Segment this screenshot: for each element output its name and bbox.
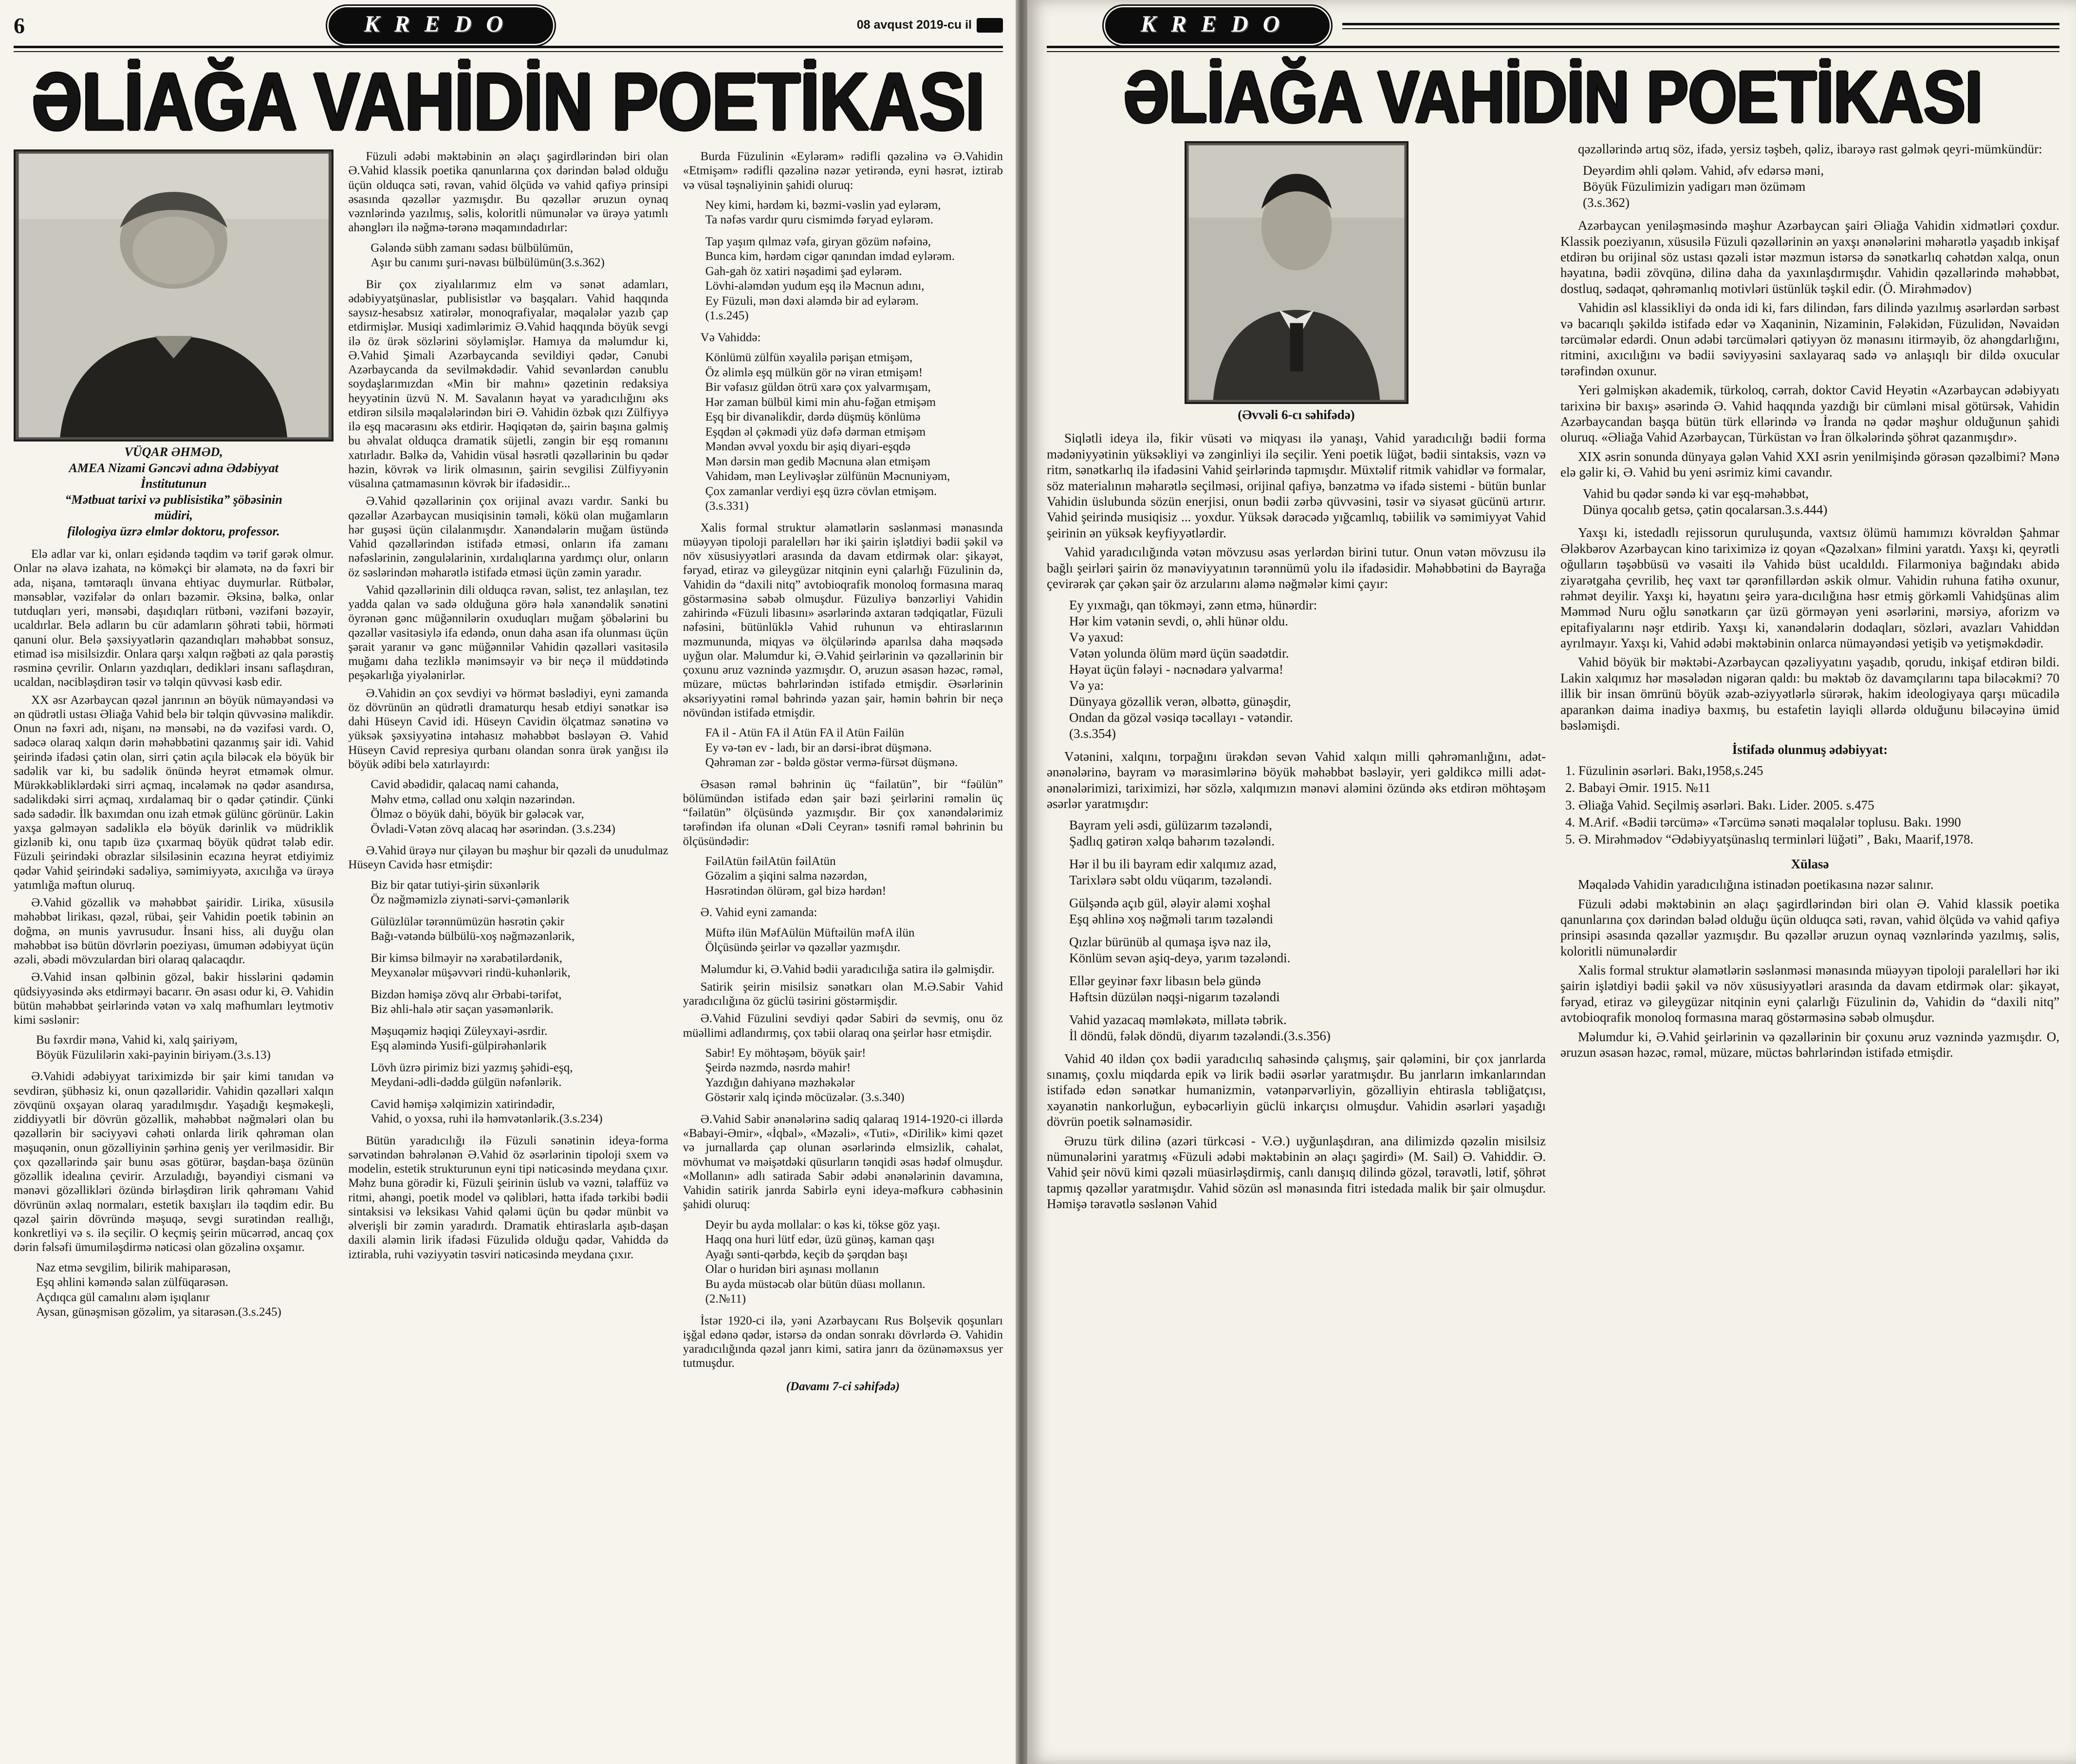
reference-item: 2. Babayi Əmir. 1915. №11: [1565, 780, 1711, 795]
verse-line: Öz əlimlə eşq mülkün gör nə viran etmişəm!: [705, 366, 923, 379]
reference-item: 1. Füzulinin əsərləri. Bakı,1958,s.245: [1565, 763, 1763, 778]
verse-line: Gah-gah öz xatiri nəşadimi şad eylərəm.: [705, 264, 902, 278]
verse-line: Açdıqca gül camalını aləm işıqlanır: [36, 1290, 210, 1304]
paragraph: Bir çox ziyalılarımız elm və sənət adamları, ədəbiyyatşünaslar, publisistlər və başqaları. Vahid haqqında saysız-hesabsız xatirələr, monoqrafiyalar, məqalələr yazıb çap etdirmişlər. Musiqi xadimlərimiz Ə.Vahid haqqında böyük sevgi ilə öz ürək sözlərini söyləmişlər. Hamıya da məlumdur ki, Ə.Vahid Şimali Azərbaycanda sevildiyi qədər, Cənubi Azərbaycanda da sevilməkdədir. Vahid sevənlərdən cənublu soydaşlarımızdan «Min bir mahnı» qəzetinin redaksiya heyyətinin üzvü N. M. Savalanın həyat və yaradıcılığını əks etdirən silsilə məqalələrindən biri Ə. Vahidin özbək qızı Zülfiyyə ilə eşq macərasını əks etdirir. Həqiqətən də, şairin başına gəlmiş bu əhvalat olduqca dramatik süjetli, zəngin bir eşq romanını xatırladır. Bəlkə də, Vahidin vüsal həsrətli qəzəllərinin bu qədər həzin, kövrək və lirik olmasının, şairin sevgilisi Zülfiyyənin vüsalına çatmamasının kövrək bir ifadəsidir...: [348, 277, 668, 490]
paragraph: Vahidin əsl klassikliyi də onda idi ki, fars dilindən, fars dilində yazılmış əsərlərdən sərbəst və bacarıqlı şəkildə istifadə edər və Xaqaninin, Nizaminin, Fələkidən, Füzulidən, Nəvaidən tərcümələr edərdi. Onun ədəbi tərcümələri qətiyyən öz mənasını itirməyib, öz ahəngdarlığını, ritmini, axıcılığını və bədii səviyyəsini saxlayaraq sadə və anlaşıqlı bir dildə oxucular tərəfindən oxunur.: [1560, 300, 2059, 378]
verse-line: Biz əhli-halə ətir saçan yasəmənlərik.: [371, 1003, 554, 1016]
verse: [1583, 486, 2059, 518]
column-1: [1047, 141, 1546, 1747]
column-1-text: [14, 547, 334, 1320]
verse-line: Ta nəfəs vardır quru cismimdə fəryad eylərəm.: [705, 213, 933, 227]
caption-line: “Mətbuat tarixi və publisistika” şöbəsinin: [65, 492, 282, 507]
verse-line: Hər il bu ili bayram edir xalqımız azad,: [1069, 857, 1277, 872]
verse-line: İl döndü, fələk döndü, diyarım təzələndi.(3.s.356): [1069, 1028, 1331, 1043]
verse-line: Könlüm sevən aşiq-deyə, yarım təzələndi.: [1069, 950, 1291, 965]
verse-line: Eşqdən əl çəkmədi yüz dəfə dərman etmişəm: [705, 425, 926, 439]
page-7-columns: [1047, 141, 2059, 1747]
verse-line: Həsrətindən ölürəm, gəl bizə hərdən!: [705, 884, 887, 898]
verse-line: Vahid yazacaq məmləkətə, millətə təbrik.: [1069, 1012, 1287, 1027]
continuation-note: (Davamı 7-ci səhifədə): [786, 1379, 900, 1393]
paragraph: Xalis formal struktur əlamətlərin səslənməsi mənasında müəyyən tipoloji paralelləri hər iki şairin işlətdiyi bədii şəkil və növ xüsusiyyətləri arasında da davam etdirmək olar: şikayət, fəryad, etiraz və gileygüzar nitqinin eyni çalarlığı Füzulinin də, Vahidin də “daxili nitq” avtobioqrafik monoloq formasına maraq göstərməsinə səbəb olmuşdur.: [1560, 963, 2059, 1025]
verse-line: Olar o huridən biri aşınası mollanın: [705, 1263, 879, 1276]
verse: [371, 915, 668, 944]
page-gutter: [1016, 0, 1027, 1764]
paragraph: XX əsr Azərbaycan qəzəl janrının ən böyük nümayəndəsi və ən qüdrətli ustası Əliağa Vahid belə bir təlqin qüvvəsinə malikdir. Onun nə fəxri adı, nişanı, nə mənsəbi, nə də vəzifəsi vardı. O, sadəcə olaraq xalqın dərin məhəbbətini qazanmış şair idi. Vahid şeirində ifadəsi çətin olan, sirri çətin açıla biləcək elə böyük bir sadəlik var ki, bu sadəlik önündə heyrət etməmək olmur. Mürəkkəbliklərdəki sirri açmaq, incələmək nə qədər asandırsa, sadəlikdəki sirri açmaq, xırdalamaq bir o qədər çətindir. Çünki sadə sadədir. İlk baxımdan onu izah etmək gülünc görünür. Lakin yaxşa gəlməyən sadəliklə elə böyük dərinlik və müdriklik gizlənib ki, onu tapıb üzə çıxarmaq böyük qüdrət tələb edir. Füzuli şeirindəki obrazlar silsiləsinin ecazına heyrət etdiyimiz qədər Vahid şeirindəki sadəliyə, səmimiyyətə, axıcılığa və ürəyə yatımlığa məftun oluruq.: [14, 693, 334, 892]
caption-line: VÜQAR ƏHMƏD,: [124, 445, 223, 459]
verse-line: Ey Füzuli, mən dəxi aləmdə bir ad eylərəm.: [705, 294, 919, 308]
paragraph: Vahid 40 ildən çox bədii yaradıcılıq sahəsində çalışmış, şair qələmini, bir çox janrlarda sınamış, çoxlu miqdarda epik və lirik bədii əsərlər yaratmışdır. Bu janrların imkanlarından istifadə edən sənətkar humanizmin, vətənpərvərliyin, gözəlliyin ehtirasla təbliğatçısı, xəyanətin nankorluğun, eybəcərliyin güclü inkarçısı olmuşdur. Vahidin əsərləri yaşadığı dövrün poetik səlnaməsidir.: [1047, 1051, 1546, 1129]
verse: [371, 241, 668, 271]
caption-line: müdiri,: [154, 508, 193, 522]
verse: [36, 1033, 334, 1063]
verse-line: Meydani-ədli-dəddə gülgün nəfənlərik.: [371, 1076, 562, 1089]
verse-line: Lövh üzrə pirimiz bizi yazmış şəhidi-eşq,: [371, 1061, 573, 1074]
verse-line: Hər zaman bülbül kimi min ahu-fəğan etmişəm: [705, 395, 936, 409]
author-portrait-image: [16, 151, 332, 440]
paragraph: Və Vahiddə:: [700, 331, 761, 344]
verse-line: Eşq əhlini kəməndə salan zülfüqarəsən.: [36, 1276, 228, 1289]
verse-line: Məndən əvvəl yoxdu bir aşiq diyari-eşqdə: [705, 440, 911, 453]
paragraph: Satirik şeirin misilsiz sənətkarı olan M.Ə.Sabir Vahid yaradıcılığına öz güclü təsirini göstərmişdir.: [683, 980, 1003, 1008]
verse-line: Mən dərsin mən gedib Məcnuna əlan etmişəm: [705, 455, 931, 468]
verse-line: Öz nəğməmizlə ziynəti-sərvi-çəmənlərik: [371, 893, 570, 906]
header-rule-fill: [1342, 23, 2059, 29]
verse-line: Cavid həmişə xəlqimizin xatirindədir,: [371, 1097, 555, 1111]
caption-line: İnstitutunun: [140, 477, 207, 491]
vahid-portrait-image: [1186, 143, 1407, 402]
author-photo: [14, 149, 334, 441]
verse-line: Haqq ona huri lütf edər, üzü günəş, kaman qaşı: [705, 1233, 935, 1246]
verse: [371, 1097, 668, 1127]
verse-line: Ey və-tən ev - ladı, bir an dərsi-ibrət düşmənə.: [705, 741, 932, 754]
verse-line: Ayağı sənti-qərbdə, keçib də şərqdən başı: [705, 1248, 908, 1261]
verse-line: Ney kimi, hərdəm ki, bəzmi-vəslin yad eylərəm,: [705, 198, 941, 212]
verse-line: Məşuqəmiz həqiqi Züleyxayi-əsrdir.: [371, 1024, 548, 1038]
paragraph: Bütün yaradıcılığı ilə Füzuli sənətinin ideya-forma sərvətindən bəhrələnən Ə.Vahid öz əsərlərinin tipoloji sxem və modelin, estetik strukturunun eyni tipi nəticəsində meydana çıxır. Məhz buna görədir ki, Füzuli şeirinin üslub və vəzni, təlaffüz və ritmi, ahəngi, poetik model və qəlibləri, hətta ifadə tərkibi bədii sintaksisi və leksikası Vahid qələmi üçün bu qədər münbit və əlverişli bir zəmin yaradırdı. Dramatik ehtiraslarla aşıb-daşan daxili aləmin lirik ifadəsi Füzulidə olduğu qədər, Vahiddə də iztirabla, ruhi vəziyyətin təsviri nəticəsində meydana çıxır.: [348, 1134, 668, 1261]
author-caption: [14, 444, 334, 539]
verse: [705, 350, 1003, 514]
verse: [1583, 163, 2059, 211]
paragraph: Vahid yaradıcılığında vətən mövzusu əsas yerlərdən birini tutur. Onun vətən mövzusu ilə bağlı şeirləri şairin öz mənəviyyatının tərənnümü yolu ilə ifadəsidir. Məhəbbətini də Bayrağa çevirərək çar çəkən şair öz arzularını aləmə nəğmələr kimi çayır:: [1047, 545, 1546, 591]
column-2: [1560, 141, 2059, 1747]
paragraph: Vahid qəzəllərinin dili olduqca rəvan, səlist, tez anlaşılan, tez yadda qalan və sadə olduğuna görə hələ xanəndəlik sənətini öyrənən gənc müğənnilərin oxuduqları muğam şöbələrini bu qəzəllər vasitəsiylə ifa edəndə, onun daha asan ifa olunması üçün şərait yaranır və gənc müğənnilər Vahidin qəzəlləri vasitəsilə muğamı daha tezliklə mənimsəyir və bir neçə il müddətində peşəkarlığa yiyələnirlər.: [348, 583, 668, 682]
paragraph: Füzuli ədəbi məktəbinin ən əlaçı şagirdlərindən biri olan Ə. Vahid klassik poetika qanunlarına çox dərindən bələd olduğu üçün olduqca səti, rəvan, vahid ölçüdə və vahid qafiyə prinsipi əsasında qəzəllər yazmışdır. Bu qəzəllər əruzun oynaq vəznlərində yazılmış, səlis, koloritli nümunələrdir: [1560, 896, 2059, 958]
verse: [1069, 1012, 1546, 1044]
verse-line: Övladi-Vətən zövq alacaq hər əsərindən. (3.s.234): [371, 822, 615, 836]
verse-line: Gələndə sübh zamanı sədası bülbülümün,: [371, 241, 574, 255]
verse: [1069, 856, 1546, 888]
verse: [705, 854, 1003, 899]
verse-line: (2.№11): [705, 1292, 746, 1305]
caption-line: AMEA Nizami Gəncəvi adına Ədəbiyyat: [69, 460, 278, 475]
verse-line: Qəhrəman zər - bəldə göstər vermə-fürsət düşmənə.: [705, 756, 958, 769]
verse-line: (3.s.331): [705, 499, 749, 513]
verse-line: Naz etmə sevgilim, bilirik mahiparəsən,: [36, 1261, 231, 1274]
verse: [371, 878, 668, 908]
column-1-text: [1047, 430, 1546, 1212]
verse: [705, 235, 1003, 324]
verse: [1069, 895, 1546, 927]
verse-line: Sabir! Ey möhtəşəm, böyük şair!: [705, 1046, 866, 1060]
verse-line: Böyük Füzulimizin yadigarı mən özüməm: [1583, 179, 1806, 194]
verse-line: (1.s.245): [705, 309, 749, 323]
verse-line: Dünya qocalıb getsə, çətin qocalarsan.3.s.444): [1583, 502, 1828, 517]
verse: [705, 1046, 1003, 1105]
verse-line: Gülüzlülər tərənnümüzün həsrətin çəkir: [371, 915, 565, 928]
verse-line: Şeirdə nəzmdə, nəsrdə mahir!: [705, 1061, 851, 1075]
verse-line: Bu fəxrdir mənə, Vahid ki, xalq şairiyəm,: [36, 1033, 238, 1047]
article-headline: ƏLİAĞA VAHİDİN POETİKASI: [32, 56, 985, 147]
masthead-title: KREDO: [364, 11, 518, 37]
column-1: [14, 149, 334, 1756]
verse-line: Könlümü zülfün xəyalilə pərişan etmişəm,: [705, 351, 913, 364]
verse-line: Bir kimsə bilməyir nə xərabətilərdənik,: [371, 951, 562, 965]
verse-line: Bunca kim, hərdəm cigər qanından imdad eylərəm.: [705, 250, 955, 263]
verse: [36, 1261, 334, 1320]
issue-date: [857, 18, 1003, 33]
paragraph: Füzuli ədəbi məktəbinin ən əlaçı şagirdlərindən biri olan Ə.Vahid klassik poetika qanunlarına çox dərindən bələd olduğu üçün olduqca səti, rəvan, vahid ölçüdə və vahid qafiyə prinsipi əsasında qəzəllər yazmışdır. Bu qəzəllər əruzun oynaq vəznlərində yazılmış, səlis, koloritli nümunələr və ürəyə yatımlı ahənglərı ilə nəğmə-tərənə məqamındadırlar:: [348, 150, 668, 235]
verse: [1069, 597, 1546, 741]
verse-line: Şadlıq gətirən xəlqə bahərım təzələndi.: [1069, 834, 1275, 849]
verse-line: Müftə ilün MəfAülün Müftəilün məfA ilün: [705, 926, 915, 939]
caption-line: filologiya üzrə elmlər doktoru, professor.: [67, 524, 280, 538]
page-6-header: [14, 8, 1003, 43]
verse-line: Tarixlərə səbt oldu vüqarım, təzələndi.: [1069, 873, 1272, 888]
verse: [705, 198, 1003, 228]
paragraph: Ə.Vahid insan qəlbinin gözəl, bakir hisslərini qədəmin qüdsiyyəsində əks etdirməyi bacarır. Ən əsası odur ki, Ə. Vahidin bütün məhəbbət şeirlərində vətən və xalq məfhumları leytmotiv kimi səslənir:: [14, 971, 334, 1027]
verse: [1069, 973, 1546, 1005]
paragraph: qəzəllərində artıq söz, ifadə, yersiz təşbeh, qəliz, ibarəyə rast gəlmək qeyri-mümkündür:: [1578, 142, 2042, 156]
verse-line: Həyat üçün fələyi - nəcnədarə yalvarma!: [1069, 662, 1284, 677]
verse-line: Vətən yolunda ölüm mərd üçün səadətdir.: [1069, 646, 1289, 661]
paragraph: Ə.Vahid gözəllik və məhəbbət şairidir. Lirika, xüsusilə məhəbbət lirikası, qəzəl, rübai, şeir Vahidin poetik təbinin ən doğma, ən munis yavrusudur. İnsani hiss, ali duyğu olan məhəbbət isə bütün dövrlərin poeziyası, ümumən ədəbiyyat üçün əzəli, əbədi mövzulardan biri olaraq qalacaqdır.: [14, 896, 334, 966]
paragraph: Ə.Vahidin ən çox sevdiyi və hörmət bəslədiyi, eyni zamanda öz dövrünün ən qüdrətli dramaturqu hesab etdiyi sənətkar isə dahi Hüseyn Cavid idi. Hüseyn Cavidin ölçatmaz sənətinə və yüksək şəxsiyyətinə intəhasız məhəbbət bəsləyən Ə. Vahid Hüseyn Cavid represiya qurbanı olandan sonra ürək yanğısı ilə böyük ədibi belə xatırlayırdı:: [348, 686, 668, 771]
verse-line: Bir vəfasız güldən ötrü xarə çox yalvarmışam,: [705, 381, 931, 394]
reference-item: 5. Ə. Mirəhmədov “Ədəbiyyatşünaslıq terminləri lüğəti” , Bakı, Maarif,1978.: [1565, 832, 1974, 847]
page-number: 6: [14, 13, 25, 38]
verse-line: Həftsin düzülən nəqşi-nigarım təzələndi: [1069, 989, 1280, 1004]
column-3: [683, 149, 1003, 1756]
verse-line: Eşq aləmində Yusifi-gülpirəhənlərik: [371, 1039, 547, 1052]
verse-line: Yazdığın dahiyanə məzhəkələr: [705, 1076, 855, 1089]
verse-line: Qızlar bürünüb al qumaşa işvə naz ilə,: [1069, 934, 1271, 949]
paragraph: Məqalədə Vahidin yaradıcılığına istinadən poetikasına nəzər salınır.: [1578, 877, 1934, 892]
date-end-block: [977, 18, 1003, 33]
verse-line: Gözəlim a şiqini salma nəzərdən,: [705, 869, 868, 883]
verse: [371, 777, 668, 837]
column-2: [348, 149, 668, 1756]
verse-line: Cavid əbədidir, qalacaq nami cahanda,: [371, 778, 559, 791]
verse-line: Aşır bu canımı şuri-nəvası bülbülümün(3.s.362): [371, 256, 605, 269]
paragraph: Elə adlar var ki, onları eşidəndə təqdim və tərif gərək olmur. Onlar nə əlavə izahata, nə köməkçi bir əlamətə, nə də fəxri bir ada, nişana, təmtəraqlı ünvana ehtiyac duymurlar. Rütbələr, mənsəblər, vəzifələr də onları bəzəmir. Əksinə, bəlkə, onlar tutduqları yeri, mənsəbi, daşıdıqları rütbəni, vəzifəni bəzəyir, ucaldırlar. Belə adların bu cür adamların şöhrəti təbii, hörməti qanuni olur. Belə şəxsiyyətlərin qazandıqları məhəbbət sonsuz, etimad isə misilsizdir. Onlara qarşı xalqın rəğbəti az qala pərəstiş rəsminə çevrilir. Onların yazdıqları, dedikləri insanı saflaşdıran, ucaldan, nəcibləşdirən təsir və təlqin qüvvəsi kəsb edir.: [14, 548, 334, 689]
paragraph: Vətənini, xalqını, torpağını ürəkdən sevən Vahid xalqın milli qəhrəmanlığını, adət-ənənələrinə, bayram və mərasimlərinə böyük məhəbbət bəsləyir, yeri gəldikcə milli adət-ənənələrimizi, tariximizi, hər sözlə, xalqımızın mənəvi aləmini özündə əks etdirən möhtəşəm əsərlər yaratmışdır:: [1047, 749, 1546, 811]
verse-line: Bizdən həmişə zövq alır Ərbabi-tərifət,: [371, 988, 562, 1001]
verse-line: Aysan, günəşmisən gözəlim, ya sitarəsən.(3.s.245): [36, 1305, 281, 1319]
verse-line: Bu ayda müstəcəb olar bütün düası mollanın.: [705, 1277, 926, 1291]
paragraph: Yaxşı ki, istedadlı rejissorun quruluşunda, vaxtsız ölümü hamımızı kövrəldən Şahmar Ələkbərov Azərbaycan kino tariximizə iz qoyan «Qəzəlxan» filmini yaratdı. Yaxşı ki, qeyrətli oğulların təşəbbüsü və vəsaiti ilə Vahidə büst ucaldıldı. Filarmoniya bağındakı abidə ziyarətgaha çevrilib, heç vaxt tər qərənfillərdən əskik olmur. Vahidin ruhuna fatihə oxunur, rəhmət deyilir. Yaxşı ki, həyatını şeirə yara-dıcılığına həsr etmiş görkəmli Vahidşünas alim Məmməd Nuru oğlu sənətkarın çar üzü görməyən yeni əsərlərini, mərsiyə, aforizm və epitafiyalarını nəşr etdirib. Yaxşı ki, xanəndələrin dodaqları, sözləri, avazları Vahiddən ayrılmayır. Yaxşı ki, Vahid ədəbi məktəbinin onlarca nümayəndəsi yetişib və yetişməkdədir.: [1560, 525, 2059, 651]
section-heading: İstifadə olunmuş ədəbiyyat:: [1732, 742, 1888, 757]
verse: [1069, 817, 1546, 849]
verse-line: Lövhi-aləmdən yudum eşq ilə Məcnun adını,: [705, 279, 925, 293]
page-6: [0, 0, 1016, 1764]
page-7: [1027, 0, 2076, 1764]
verse-line: Gülşəndə açıb gül, ələyir aləmi xoşhal: [1069, 896, 1271, 911]
verse-line: Ondan da gözəl vəsiqə təcəllayı - vətəndir.: [1069, 710, 1293, 725]
verse-line: Deyərdim əhli qələm. Vahid, əfv edərsə məni,: [1583, 163, 1824, 178]
paragraph: Siqlətli ideya ilə, fikir vüsəti və miqyası ilə yanaşı, Vahid yaradıcılığı bədii forma mədəniyyətinin yüksəkliyi və zənginliyi ilə seçilir. Yeni poetik lüğət, bədii sintaksis, vəzn və ritm, sənətkarlıq ilə ifadəsini Vahid şeirlərində tapmışdır. Müxtəlif ritmik vahidlər və formalar, söz materialının məharətlə seçilməsi, orijinal qafiyə, bənzətmə və ifadə sistemi - bütün bunlar Vahidin üslubunda sözün enerjisi, onun bədii zərbə qüvvəsini, təsir və siyasət gücünü artırır. Vahid şeirində musiqisiz ... yoxdur. Yüksək dərəcədə yığcamlıq, təbiilik və səmimiyyət Vahid şeirinin ən yüksək keyfiyyətlərdir.: [1047, 431, 1546, 540]
continuation-caption: (Əvvəli 6-cı səhifədə): [1238, 407, 1355, 422]
paragraph: Ə.Vahidi ədəbiyyat tariximizdə bir şair kimi tanıdan və sevdirən, şübhəsiz ki, onun qəzəlləridir. Vahidin qəzəlləri xalqın zövqünü oxşayan olaraq yaradılmışdır. Yaşadığı keşməkeşli, ziddiyyətli bir dövrün gözəllik, məhəbbət nəğmələri olan bu qəzəllərin bir səciyyəvi cəhəti onlarda lirik qəhrəman olan məşuqənin, onun gözəlliyinin şərhinə geniş yer verilməsidir. Bir çox qəzəllərində şair bunu əsas götürər, başdan-başa özünün gözəllik idealına çevirir. Arzuladığı, bəyəndiyi cismani və mənəvi gözəllikləri özündə birləşdirən lirik qəhrəmanı Vahid dövrünün əxlaq normaları, estetik baxışları ilə təqdim edir. Bu qəzəl şairin dövründə məşuqə, sevgi surətindən reallığı, konkretliyi və s. ilə seçilir. O keçmiş şeirin mücərrəd, ancaq çox dərin fəlsəfi ümumiləşdirmə nəticəsi olan gözəlinə oxşamır.: [14, 1070, 334, 1254]
paragraph: Yeri gəlmişkən akademik, türkoloq, cərrah, doktor Cavid Heyətin «Azərbaycan ədəbiyyatı tarixinə bir baxış» əsərində Ə. Vahid haqqında yazdığı bir cümləni misal götürsək, Vahidin Azərbaycandan başqa bütün türk ellərində və İranda nə qədər məşhur olduğunun şahidi oluruq. «Əliağa Vahid Azərbaycan, Türküstan və İran ölkələrində şöhrət qazanmışdır».: [1560, 383, 2059, 445]
masthead-banner: [329, 7, 553, 44]
verse: [1069, 934, 1546, 966]
paragraph: Ə. Vahid eyni zamanda:: [700, 906, 817, 919]
verse-line: Deyir bu ayda mollalar: o kəs ki, tökse göz yaşı.: [705, 1218, 941, 1231]
paragraph: Ə.Vahid Füzulini sevdiyi qədər Sabiri də sevmiş, onu öz müəllimi adlandırmış, çox təbii olaraq ona şeirlər həsr etmişdir.: [683, 1012, 1003, 1040]
page-7-header: [1047, 8, 2059, 43]
verse-line: Vahidəm, mən Leylivəşlər zülfünün Məcnuniyəm,: [705, 470, 950, 483]
issue-date-text: 08 avqust 2019-cu il: [856, 18, 972, 32]
verse-line: Və yaxud:: [1069, 630, 1124, 645]
verse-line: FəilAtün fəilAtün fəilAtün: [705, 854, 836, 868]
paragraph: Ə.Vahid Sabir ənənələrinə sadiq qalaraq 1914-1920-ci illərdə «Babayi-Əmir», «İqbal», «Məzəli», «Tuti», «Dirilik» kimi qəzet və jurnallarda çap olunan əsərlərində elmsizlik, cəhalət, mövhumat və məişətdəki qüsurların tənqidi əsas hədəf olmuşdur. «Mollanın» adlı satirada Sabir ədəbi ənənələrinin davamına, Vahidin satirik janrda Sabirlə eyni ideya-məfkurə cəbhəsinin şahidi oluruq:: [683, 1112, 1003, 1212]
reference-item: 4. M.Arif. «Bədii tərcümə» «Tərcümə sənəti məqalələr toplusu. Bakı. 1990: [1565, 814, 1961, 829]
verse-line: Tap yaşım qılmaz vəfa, giryan gözüm nəfəinə,: [705, 235, 931, 248]
verse-line: Dünyaya gözəllik verən, əlbəttə, günəşdir,: [1069, 694, 1291, 709]
paragraph: Azərbaycan yeniləşməsində məşhur Azərbaycan şairi Əliağa Vahidin xidmətləri çoxdur. Klassik poeziyanın, xüsusilə Füzuli qəzəllərinin ən yaxşı ənənələrini məharətlə yaşadıb inkişaf etdirən bu orijinal söz ustası qəzəli istər məzmun istərsə də sənətkarlıq cəhətdən xalqa, onun həyatına, bədii zövqünə, dilinə daha da yaxınlaşdırmışdır. Vahidin qəzəllərində məhəbbət, dostluq, sədaqət, qəhrəmanlıq motivləri üstünlük təşkil edir. (Ö. Mirəhmədov): [1560, 218, 2059, 296]
verse-line: Eşq əhlinə xoş nəğməli tarım təzələndi: [1069, 911, 1274, 926]
verse-line: Ölməz o böyük dahi, böyük bir gələcək var,: [371, 808, 584, 821]
verse-line: Meyxanələr müşəvvəri rindü-kuhənlərik,: [371, 966, 571, 979]
header-rule: [14, 46, 1003, 52]
verse-line: Göstərir xalq içində möcüzələr. (3.s.340): [705, 1091, 905, 1104]
vahid-photo: [1185, 141, 1409, 404]
paragraph: Məlumdur ki, Ə.Vahid şeirlərinin və qəzəllərinin bir çoxunu əruz vəznində yazmışdır. O, əruzun əsasən həzəc, rəməl, müzare, müctəs bəhrlərindən istifadə etmişdir.: [1560, 1029, 2059, 1060]
verse-line: Bağı-vətəndə bülbülü-xoş nəğməzənlərik,: [371, 930, 575, 943]
paragraph: Burda Füzulinin «Eylərəm» rədifli qəzəlinə və Ə.Vahidin «Etmişəm» rədifli qəzəlinə nəzər yetirəndə, eyni həsrət, iztirab və vüsal təşnəliyinin şahidi oluruq:: [683, 150, 1003, 192]
verse-line: (3.s.354): [1069, 726, 1116, 741]
verse: [371, 1024, 668, 1054]
paragraph: Ə.Vahid qəzəllərinin çox orijinal avazı vardır. Sanki bu qəzəllər Azərbaycan musiqisinin təməli, kökü olan muğamların hər guşəsi üçün cilalanmışdır. Xanəndələrin muğam üstündə Vahid qəzəllərindən istifadə etməsi, onların ifa zamanı nəfəslərinin, zənguləlarinin, xırdalıqlarına yardımçı olur, onların öz səslərindən məharətlə istifadə etməsi üçün zəmin yaradır.: [348, 495, 668, 579]
verse-line: Vahid, o yoxsa, ruhi ilə həmvətənlərik.(3.s.234): [371, 1112, 603, 1125]
verse-line: Vahid bu qədər səndə ki var eşq-məhəbbət,: [1583, 486, 1809, 501]
paragraph: Ə.Vahid ürəyə nur çiləyən bu məşhur bir qəzəli də unudulmaz Hüseyn Cavidə həsr etmişdir:: [348, 844, 668, 872]
masthead-banner: [1105, 7, 1330, 44]
paragraph: XIX əsrin sonunda dünyaya gələn Vahid XXI əsrin yenilmişində görəsən qəzəlbimi? Mənə elə gəlir ki, Ə. Vahid bu yeni əsrimiz kimi cavandır.: [1560, 449, 2059, 480]
verse: [371, 951, 668, 981]
verse-line: Eşq bir divanəlikdir, dərdə düşmüş könlümə: [705, 410, 921, 423]
verse: [371, 1061, 668, 1090]
paragraph: Vahid böyük bir məktəbi-Azərbaycan qəzəliyyatını yaşadıb, qorudu, inkişaf etdirən bildi. Lakin xalqımız hər məsələdən nigəran qaldı: bu məktəb öz davamçılarını tapa biləcəkmi? 70 illik bir insan ömrünü böyük əzab-əziyyətlərlə sürərək, hakim ideologiyaya qarşı mücadilə aparankən daima inadiyə baxmış, bu estafetin layiqli əllərdə olduğunu biləcəyinə ümid bəsləmişdi.: [1560, 655, 2059, 733]
verse-line: (3.s.362): [1583, 195, 1630, 210]
page-6-columns: [14, 149, 1003, 1756]
verse-line: FA il - Atün FA il Atün FA il Atün Failün: [705, 726, 905, 739]
verse-line: Və ya:: [1069, 678, 1104, 693]
verse-line: Ölçüsündə şeirlər və qəzəllər yazmışdır.: [705, 941, 901, 954]
verse: [371, 988, 668, 1017]
paragraph: İstər 1920-ci ilə, yəni Azərbaycanı Rus Bolşevik qoşunları işğal edənə qədər, istərsə də ondan sonrakı dövrlərdə Ə. Vahidin yaradıcılığında qəzəl janrı kimi, satira janrı da özünəməxsus yer tutmuşdur.: [683, 1314, 1003, 1370]
verse-line: Hər kim vətənin sevdi, o, əhli hünər oldu.: [1069, 614, 1288, 629]
verse-line: Böyük Füzulilərin xaki-payinin biriyəm.(3.s.13): [36, 1048, 271, 1062]
article-headline: ƏLİAĞA VAHİDİN POETİKASI: [1123, 56, 1983, 139]
verse-line: Çox zamanlar verdiyi eşq üzrə cövlan etmişəm.: [705, 484, 937, 498]
paragraph: Əsasən rəməl bəhrinin üç “failatün”, bir “fəülün” bölümündən istifadə edən şair bəzi şeirlərini rəməlin üç “fəilatün” ölçüsündə yazmışdır. Bir çox xanəndələrimiz tərəfindən ifa olunan «Dəli Ceyran» təsnifi rəməl bəhrinin bu ölçüsündədir:: [683, 777, 1003, 848]
header-rule: [1047, 46, 2059, 52]
section-heading: Xülasə: [1791, 856, 1829, 871]
verse: [705, 926, 1003, 956]
masthead-title: KREDO: [1141, 11, 1295, 37]
paragraph: Məlumdur ki, Ə.Vahid bədii yaradıcılığa satira ilə gəlmişdir.: [700, 962, 995, 976]
verse-line: Ellər geyinər fəxr libasın belə gündə: [1069, 973, 1261, 988]
verse-line: Məhv etmə, cəllad onu xəlqin nəzərindən.: [371, 792, 575, 806]
verse: [705, 1218, 1003, 1307]
verse-line: Ey yıxmağı, qan tökməyi, zənn etmə, hünərdir:: [1069, 598, 1317, 613]
verse-line: Bayram yeli əsdi, gülüzarım təzələndi,: [1069, 818, 1272, 833]
verse-line: Biz bir qatar tutiyi-şirin süxənlərik: [371, 878, 540, 892]
paragraph: Xalis formal struktur əlamətlərin səslənməsi mənasında müəyyən tipoloji paralellərı hər iki şairin işlətdiyi bədii şəkil və növ xüsusiyyətləri arasında da davam etdirmək olar: şikayət, fəryad, etiraz və gileygüzar nitqinin eyni çalarlığı Füzulinin də, Vahidin də “daxili nitq” avtobioqrafik monoloq formasına maraq göstərməsinə səbəb olmuşdur. Füzuliyə bənzərliyi Vahidin zahirində «Füzuli libasını» əsərlərində axtaran tədqiqatlar, Füzuli nəfəsini, bütünlüklə Vahid ruhunun və ehtiraslarının məzmununda, miqyas və ölçülərində aparılsa daha məqsədə uyğun olar. Məlumdur ki, Ə.Vahid şeirlərinin və qəzəllərinin bir çoxunu əruz vəznində yazmışdır. O, əruzun əsasən həzəc, rəməl, müzare, müctəs bəhrlərindən istifadə etmişdir. Əsərlərinin əksəriyyətini rəməl bəhrində yazan şair, həmin bəhrin bir neçə növündən istifadə etmişdir.: [683, 521, 1003, 719]
reference-item: 3. Əliağa Vahid. Seçilmiş əsərləri. Bakı. Lider. 2005. s.475: [1565, 797, 1874, 812]
paragraph: Əruzu türk dilinə (azəri türkcəsi - V.Ə.) uyğunlaşdıran, ana dilimizdə qəzəlin misilsiz nümunələrini yaratmış «Füzuli ədəbi məktəbinin ən əlaçı şagirdi» (M. Sail) Ə. Vahiddir. Ə. Vahid şeir növü kimi qəzəli müasirləşdirmiş, canlı danışıq dilində gözəl, təravətli, lətif, şöhrət tapmış qəzəllər yaratmışdır. Vahid sözün əsl mənasında fitri istedada malik bir şair olmuşdur. Həmişə təravətlə səslənən Vahid: [1047, 1133, 1546, 1212]
verse: [705, 726, 1003, 771]
